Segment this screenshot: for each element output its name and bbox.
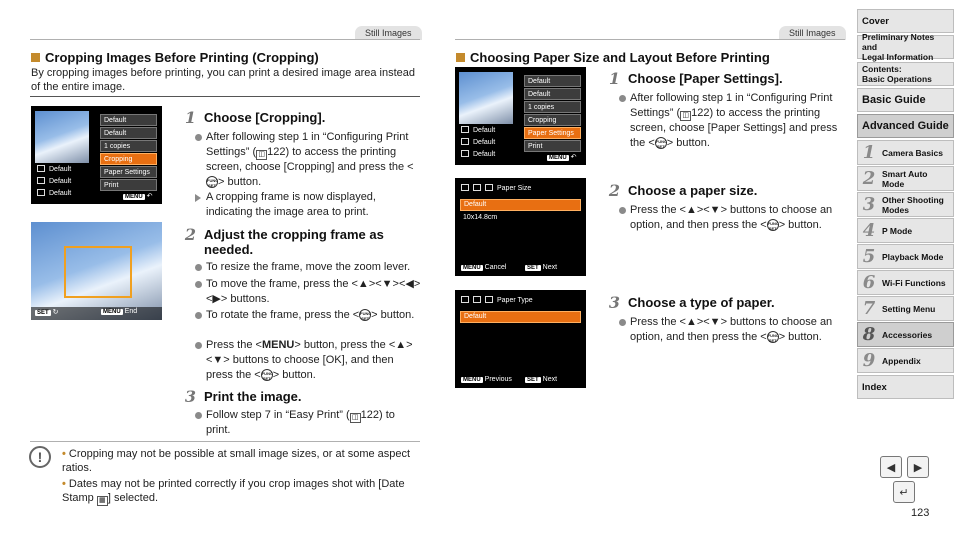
- nav-smart-auto-mode[interactable]: 2 Smart Auto Mode: [857, 166, 954, 191]
- nav-index[interactable]: Index: [857, 375, 954, 399]
- left-row-2: Default: [461, 138, 495, 146]
- paper-type-icon: [37, 177, 45, 184]
- step-3-bullet-1: Follow step 7 in “Easy Print” ( ◫ 122) to print.: [194, 408, 422, 438]
- nav-playback-mode[interactable]: 5 Playback Mode: [857, 244, 954, 269]
- step-2-bullet-3: To rotate the frame, press the <FUNC SET > button.: [194, 308, 422, 323]
- chevron-right-icon: ▶: [913, 461, 923, 474]
- step-2-bullet-4: Press the <MENU> button, press the <▲><▼> buttons to choose [OK], and then press the <FUNC SET > button.: [194, 338, 422, 383]
- camera-screen-paper-size: [455, 178, 586, 276]
- menu-back-key: MENU ↶: [125, 193, 153, 200]
- func-set-icon: FUNC SET: [207, 178, 219, 188]
- nav-camera-basics[interactable]: 1 Camera Basics: [857, 140, 954, 165]
- left-row-2: Default: [37, 177, 71, 185]
- step-number: 1: [608, 69, 621, 88]
- nav-other-shooting-modes[interactable]: 3 Other Shooting Modes: [857, 192, 954, 217]
- nav-wifi-functions[interactable]: 6 Wi-Fi Functions: [857, 270, 954, 295]
- menu-back-key: MENU ↶: [549, 154, 577, 161]
- paper-icon: [461, 296, 469, 303]
- left-row-3: Default: [37, 189, 71, 197]
- paper-icon: [461, 184, 469, 191]
- still-images-tab-left: Still Images: [355, 26, 422, 40]
- date-stamp-icon: ▦: [97, 496, 108, 506]
- section-rule-left: [30, 96, 420, 97]
- menu-default-1[interactable]: Default: [100, 114, 157, 126]
- menu-key-label: MENU: [261, 339, 295, 351]
- menu-print[interactable]: Print: [524, 140, 581, 152]
- step-title: Adjust the cropping frame as needed.: [204, 227, 384, 257]
- step-title: Choose a type of paper.: [628, 295, 775, 310]
- paper-size-icon: [461, 126, 469, 133]
- return-button[interactable]: [893, 481, 915, 503]
- nav-advanced-guide[interactable]: Advanced Guide: [857, 114, 954, 138]
- option-default[interactable]: Default: [460, 311, 581, 323]
- step-3-paper-type: [608, 295, 775, 310]
- step-2-adjust: [184, 227, 420, 257]
- step-title: Choose [Cropping].: [204, 110, 326, 125]
- paper-icon: [473, 184, 481, 191]
- step-2-paper-size: [608, 183, 757, 198]
- option-default[interactable]: Default: [460, 199, 581, 211]
- step-number: 2: [608, 181, 621, 200]
- layout-icon: [461, 150, 469, 157]
- func-set-icon: FUNC SET: [360, 311, 372, 321]
- book-icon: ◫: [350, 413, 361, 423]
- note-1: • Cropping may not be possible at small image sizes, or at some aspect ratios.: [62, 448, 411, 474]
- camera-screen-print-menu-1: [31, 106, 162, 204]
- menu-default-2[interactable]: Default: [524, 88, 581, 100]
- chevron-left-icon: ◀: [886, 461, 896, 474]
- step-title: Choose a paper size.: [628, 183, 758, 198]
- section-square-icon: [31, 53, 40, 62]
- step-2-bullet-1: Press the <▲><▼> buttons to choose an option, and then press the <FUNC SET > button.: [618, 203, 846, 233]
- func-set-icon: FUNC SET: [767, 333, 779, 343]
- menu-copies[interactable]: 1 copies: [524, 101, 581, 113]
- section-title-cropping: Cropping Images Before Printing (Cropping): [31, 50, 319, 65]
- step-number: 1: [184, 108, 197, 127]
- menu-paper-settings[interactable]: Paper Settings: [524, 127, 581, 139]
- still-images-tab-right: Still Images: [779, 26, 846, 40]
- menu-copies[interactable]: 1 copies: [100, 140, 157, 152]
- notes-rule: [30, 441, 420, 442]
- nav-setting-menu[interactable]: 7 Setting Menu: [857, 296, 954, 321]
- photo-thumbnail: [459, 72, 513, 124]
- nav-accessories[interactable]: 8 Accessories: [857, 322, 954, 347]
- menu-default-1[interactable]: Default: [524, 75, 581, 87]
- nav-basic-guide[interactable]: Basic Guide: [857, 88, 954, 112]
- nav-preliminary-notes[interactable]: Preliminary Notes and Legal Information: [857, 35, 954, 59]
- camera-screen-cropping: [31, 222, 162, 320]
- section-square-icon: [456, 53, 465, 62]
- layout-icon: [37, 189, 45, 196]
- back-arrow-icon: ↶: [570, 154, 577, 161]
- step-title: Print the image.: [204, 389, 302, 404]
- step-3-print: [184, 389, 302, 404]
- paper-size-header: Paper Size: [461, 184, 531, 192]
- caution-icon: !: [29, 446, 51, 468]
- step-number: 3: [608, 293, 621, 312]
- menu-previous-key: MENU Previous: [463, 376, 512, 383]
- paper-type-header: Paper Type: [461, 296, 533, 304]
- set-key: SET ↻: [37, 309, 59, 316]
- step-number: 3: [184, 387, 197, 406]
- set-next-key: SET Next: [527, 264, 558, 271]
- step-1-bullet-1: After following step 1 in “Configuring Print Settings” ( ◫ 122) to access the printing screen, choose [Cropping] and press the <FUNC SET > button.: [194, 130, 422, 190]
- top-rule-left: [30, 39, 420, 40]
- menu-print[interactable]: Print: [100, 179, 157, 191]
- left-row-1: Default: [37, 165, 71, 173]
- set-next-key: SET Next: [527, 376, 558, 383]
- menu-cancel-key: MENU Cancel: [463, 264, 507, 271]
- func-set-icon: FUNC SET: [655, 139, 667, 149]
- left-row-1: Default: [461, 126, 495, 134]
- menu-cropping[interactable]: Cropping: [100, 153, 157, 165]
- step-3-bullet-1: Press the <▲><▼> buttons to choose an option, and then press the <FUNC SET > button.: [618, 315, 846, 345]
- next-page-button[interactable]: [907, 456, 929, 478]
- step-title: Choose [Paper Settings].: [628, 71, 783, 86]
- nav-cover[interactable]: Cover: [857, 9, 954, 33]
- cropping-intro: By cropping images before printing, you can print a desired image area instead of the entire image.: [31, 67, 416, 93]
- menu-cropping[interactable]: Cropping: [524, 114, 581, 126]
- step-2-bullet-1: To resize the frame, move the zoom lever.: [194, 260, 422, 275]
- book-icon: ◫: [680, 111, 691, 121]
- camera-screen-paper-type: [455, 290, 586, 388]
- camera-screen-print-menu-2: [455, 67, 586, 165]
- section-title-paper: Choosing Paper Size and Layout Before Printing: [456, 50, 770, 65]
- func-set-icon: FUNC SET: [261, 371, 273, 381]
- top-rule-right: [455, 39, 845, 40]
- func-set-icon: FUNC SET: [767, 221, 779, 231]
- step-2-bullet-2: To move the frame, press the <▲><▼><◀><▶> buttons.: [194, 277, 422, 307]
- step-1-bullet-2: A cropping frame is now displayed, indicating the image area to print.: [194, 190, 422, 220]
- nav-appendix[interactable]: 9 Appendix: [857, 348, 954, 373]
- page-number: 123: [911, 507, 930, 519]
- nav-contents[interactable]: Contents: Basic Operations: [857, 62, 954, 86]
- step-1-paper-settings: [608, 71, 783, 86]
- prev-page-button[interactable]: [880, 456, 902, 478]
- step-number: 2: [184, 225, 197, 244]
- book-icon: ◫: [256, 150, 267, 160]
- paper-type-icon: [461, 138, 469, 145]
- menu-paper-settings[interactable]: Paper Settings: [100, 166, 157, 178]
- paper-icon: [473, 296, 481, 303]
- left-row-3: Default: [461, 150, 495, 158]
- menu-end-key: MENU End: [103, 308, 138, 315]
- option-10x14.8cm[interactable]: 10x14.8cm: [463, 214, 498, 221]
- back-arrow-icon: ↶: [146, 193, 153, 200]
- menu-default-2[interactable]: Default: [100, 127, 157, 139]
- nav-p-mode[interactable]: 4 P Mode: [857, 218, 954, 243]
- cropping-frame[interactable]: [64, 246, 132, 298]
- rotate-icon: ↻: [52, 309, 59, 316]
- paper-icon: [485, 296, 493, 303]
- photo-thumbnail: [35, 111, 89, 163]
- paper-size-icon: [37, 165, 45, 172]
- note-2: • Dates may not be printed correctly if you crop images shot with [Date Stamp ▦ ] selected.: [62, 478, 405, 504]
- step-1-cropping: [184, 110, 325, 125]
- return-arrow-icon: ↵: [899, 486, 909, 499]
- step-1-bullet-1: After following step 1 in “Configuring Print Settings” ( ◫ 122) to access the printing screen, choose [Paper Settings] and press the <FUNC SET > button.: [618, 91, 846, 151]
- paper-icon: [485, 184, 493, 191]
